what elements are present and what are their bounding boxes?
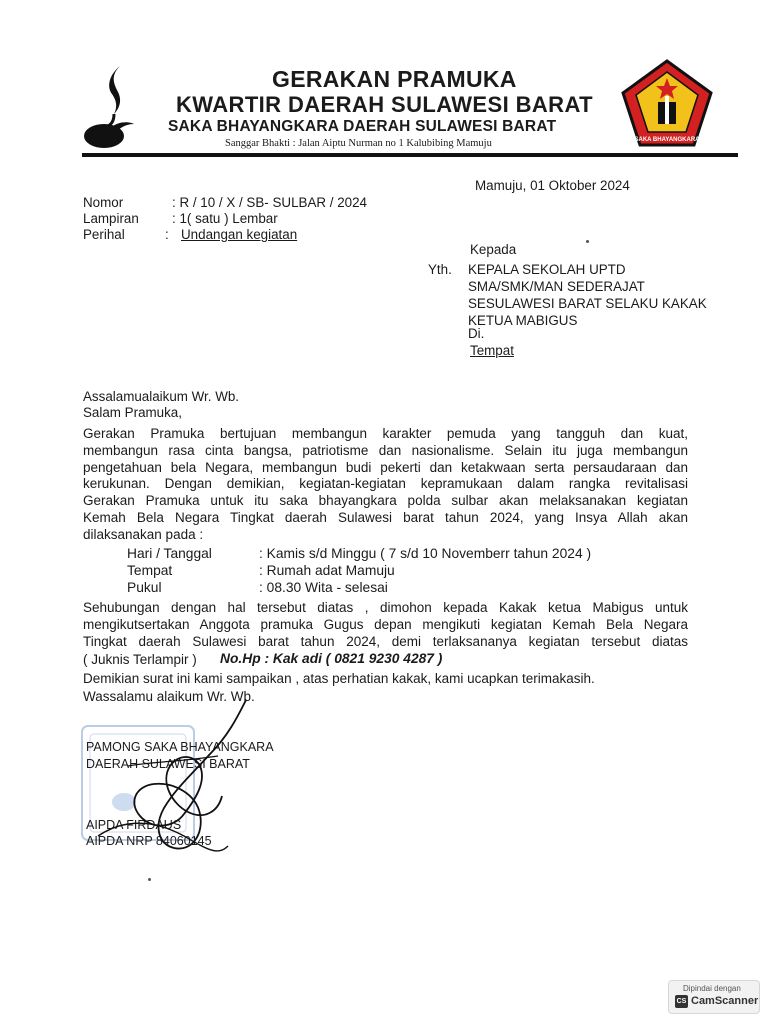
recipient-kepada: Kepada [470,242,517,257]
greeting-line-1: Assalamualaikum Wr. Wb. [83,389,240,404]
greeting-line-2: Salam Pramuka, [83,405,182,420]
signature-nrp: AIPDA NRP 84060145 [86,834,212,848]
recipient-line-4: KETUA MABIGUS [468,313,578,328]
letterhead-address: Sanggar Bhakti : Jalan Aiptu Nurman no 1 Kalubibing Mamuju [225,138,492,149]
perihal-colon: : [165,227,169,242]
juknis-note: ( Juknis Terlampir ) [83,652,197,667]
lampiran-label: Lampiran [83,211,139,226]
signature-title-2: DAERAH SULAWESI BARAT [86,757,250,771]
closing-line-2: Wassalamu alaikum Wr. Wb. [83,689,255,704]
signature-name: AIPDA FIRDAUS [86,818,182,832]
paragraph-1-line: Gerakan Pramuka bertujuan membangun karakter pemuda yang tangguh dan kuat, [83,426,688,441]
scanner-caption: Dipindai dengan [683,984,741,993]
emblem-caption: SAKA BHAYANGKARA [634,137,700,143]
schedule-hari-value: : Kamis s/d Minggu ( 7 s/d 10 Novemberr tahun 2024 ) [259,546,592,561]
saka-bhayangkara-emblem-icon [620,58,714,148]
handwritten-signature [88,696,288,866]
recipient-line-5: Di. [468,326,485,341]
paragraph-1-line: dilaksanakan pada : [83,527,204,542]
nomor-label: Nomor [83,195,124,210]
schedule-pukul-label: Pukul [127,580,162,595]
letterhead-unit: SAKA BHAYANGKARA DAERAH SULAWESI BARAT [168,118,557,135]
schedule-hari-label: Hari / Tanggal [127,546,212,561]
scan-speck [586,240,589,243]
paragraph-1-line: Kemah Bela Negara Tingkat daerah Sulawesi barat tahun 2024, yang Insya Allah akan [83,510,688,525]
lampiran-value: : 1( satu ) Lembar [172,211,278,226]
letterhead-divider [82,153,738,157]
signature-title-1: PAMONG SAKA BHAYANGKARA [86,740,274,754]
perihal-value: Undangan kegiatan [181,227,298,242]
paragraph-1-line: membangun rasa cinta bangsa, patriotisme dan nasionalisme. Selain itu juga membangun [83,443,688,458]
contact-phone: No.Hp : Kak adi ( 0821 9230 4287 ) [220,651,443,666]
schedule-tempat-label: Tempat [127,563,173,578]
schedule-pukul-value: : 08.30 Wita - selesai [259,580,388,595]
paragraph-1-line: pengetahuan bela Negara, membangun budi pekerti dan ketakwaan serta persaudaraan dan [83,460,688,475]
pramuka-logo-icon [80,62,136,152]
letterhead-title: GERAKAN PRAMUKA [272,66,517,92]
perihal-label: Perihal [83,227,125,242]
paragraph-2-line: Sehubungan dengan hal tersebut diatas , dimohon kepada Kakak ketua Mabigus untuk [83,600,688,615]
paragraph-2-line: Tingkat daerah Sulawesi barat tahun 2024, demi terlaksananya kegiatan tersebut diatas [83,634,688,649]
closing-line-1: Demikian surat ini kami sampaikan , atas perhatian kakak, kami ucapkan terimakasih. [83,671,595,686]
paragraph-2-line: mengikutsertakan Anggota pramuka Gugus depan mengikuti kegiatan Kemah Bela Negara [83,617,688,632]
recipient-line-6: Tempat [470,343,514,358]
camscanner-badge [668,980,760,1014]
paragraph-1-line: kerukunan. Dengan demikian, kegiatan-kegiatan kepramukaan dalam rangka revitalisasi [83,476,688,491]
paragraph-1-line: Gerakan Pramuka untuk itu saka bhayangkara polda sulbar akan melaksanakan kegiatan [83,493,688,508]
letter-date: Mamuju, 01 Oktober 2024 [475,178,630,193]
recipient-yth: Yth. [428,262,452,277]
recipient-line-3: SESULAWESI BARAT SELAKU KAKAK [468,296,707,311]
camscanner-logo-icon: CS [675,995,688,1008]
scan-speck [148,878,151,881]
nomor-value: : R / 10 / X / SB- SULBAR / 2024 [172,195,367,210]
letterhead-subtitle: KWARTIR DAERAH SULAWESI BARAT [176,92,593,117]
recipient-line-2: SMA/SMK/MAN SEDERAJAT [468,279,645,294]
recipient-line-1: KEPALA SEKOLAH UPTD [468,262,626,277]
schedule-tempat-value: : Rumah adat Mamuju [259,563,395,578]
scanner-brand: CamScanner [691,995,759,1007]
